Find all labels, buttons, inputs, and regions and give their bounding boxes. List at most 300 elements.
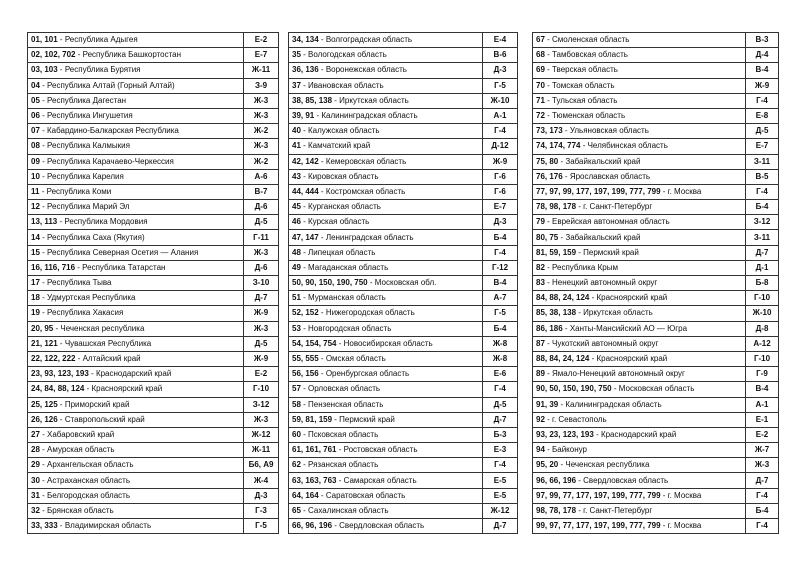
region-cell: 03, 103 - Республика Бурятия [28,63,244,78]
map-grid-code: В-4 [746,382,779,397]
region-cell: 83 - Ненецкий автономный округ [533,276,746,291]
region-cell: 17 - Республика Тыва [28,276,244,291]
region-cell: 52, 152 - Нижегородская область [289,306,483,321]
region-numbers: 91, 39 [536,399,559,409]
region-numbers: 89 [536,369,545,379]
region-numbers: 81, 59, 159 [536,247,577,257]
region-numbers: 67 [536,35,545,45]
table-row [289,351,518,366]
map-grid-code: З-12 [746,215,779,230]
region-numbers: 98, 78, 178 [536,505,577,515]
table-row [28,139,279,154]
region-cell: 40 - Калужская область [289,124,483,139]
region-name: Вологодская область [308,50,387,60]
table-row [28,488,279,503]
table-row [533,184,779,199]
region-numbers: 17 [31,278,40,288]
region-name: Чеченская республика [565,460,650,470]
map-grid-code: Е-1 [746,412,779,427]
region-name: Ямало-Ненецкий автономный округ [552,369,685,379]
region-cell: 80, 75 - Забайкальский край [533,230,746,245]
table-row [289,473,518,488]
region-numbers: 15 [31,247,40,257]
region-numbers: 36, 136 [292,65,319,75]
table-row [533,519,779,534]
table-row [28,351,279,366]
table-row [289,306,518,321]
map-grid-code: В-3 [746,33,779,48]
region-name: г. Москва [667,521,702,531]
region-name: Ставропольский край [64,414,145,424]
region-numbers: 26, 126 [31,414,58,424]
region-cell: 31 - Белгородская область [28,488,244,503]
region-cell: 01, 101 - Республика Адыгея [28,33,244,48]
region-name: Ханты-Мансийский АО — Югра [569,323,688,333]
region-numbers: 31 [31,490,40,500]
table-row [28,108,279,123]
region-numbers: 52, 152 [292,308,319,318]
table-row [289,321,518,336]
map-grid-code: Д-1 [746,260,779,275]
region-numbers: 29 [31,460,40,470]
region-name: Тамбовская область [552,50,628,60]
region-name: Байконур [552,445,587,455]
table-row [533,78,779,93]
table-row [28,382,279,397]
map-grid-code: Б-4 [483,321,518,336]
region-cell: 90, 50, 150, 190, 750 - Московская область [533,382,746,397]
region-cell: 54, 154, 754 - Новосибирская область [289,336,483,351]
region-numbers: 47, 147 [292,232,319,242]
region-cell: 75, 80 - Забайкальский край [533,154,746,169]
map-grid-code: Д-7 [244,291,279,306]
region-cell: 66, 96, 196 - Свердловская область [289,519,483,534]
map-grid-code: В-4 [483,276,518,291]
region-cell: 61, 161, 761 - Ростовская область [289,443,483,458]
region-numbers: 25, 125 [31,399,58,409]
region-name: Пермский край [583,247,639,257]
region-numbers: 35 [292,50,301,60]
region-name: Чеченская республика [60,323,145,333]
map-grid-code: З-12 [244,397,279,412]
region-numbers: 40 [292,126,301,136]
region-cell: 87 - Чукотский автономный округ [533,336,746,351]
region-name: Республика Калмыкия [47,141,130,151]
region-name: Московская обл. [374,278,437,288]
region-cell: 20, 95 - Чеченская республика [28,321,244,336]
region-numbers: 23, 93, 123, 193 [31,369,89,379]
region-name: Тверская область [552,65,618,75]
region-numbers: 20, 95 [31,323,54,333]
region-numbers: 66, 96, 196 [292,521,333,531]
map-grid-code: А-1 [746,397,779,412]
region-cell: 46 - Курская область [289,215,483,230]
region-cell: 97, 99, 77, 177, 197, 199, 777, 799 - г. Москва [533,488,746,503]
map-grid-code: Г-4 [746,488,779,503]
table-row [289,78,518,93]
region-cell: 82 - Республика Крым [533,260,746,275]
region-cell: 69 - Тверская область [533,63,746,78]
region-name: Республика Марий Эл [47,202,130,212]
region-numbers: 48 [292,247,301,257]
region-name: Республика Башкортостан [82,50,182,60]
region-name: Тульская область [552,95,618,105]
region-cell: 10 - Республика Карелия [28,169,244,184]
region-cell: 85, 38, 138 - Иркутская область [533,306,746,321]
region-numbers: 88, 84, 24, 124 [536,354,590,364]
region-name: Еврейская автономная область [552,217,670,227]
region-name: Пермский край [339,414,395,424]
map-grid-code: Г-5 [244,519,279,534]
map-grid-code: Г-11 [244,230,279,245]
region-cell: 37 - Ивановская область [289,78,483,93]
region-numbers: 04 [31,80,40,90]
region-name: Республика Карелия [47,171,124,181]
region-name: Свердловская область [583,475,669,485]
table-row [28,245,279,260]
region-numbers: 65 [292,505,301,515]
map-grid-code: Д-7 [483,519,518,534]
region-cell: 18 - Удмуртская Республика [28,291,244,306]
region-numbers: 62 [292,460,301,470]
map-grid-code: З-10 [244,276,279,291]
map-grid-code: Б-3 [483,427,518,442]
region-numbers: 92 [536,414,545,424]
map-grid-code: Ж-3 [244,93,279,108]
map-grid-code: В-7 [244,184,279,199]
table-row [289,427,518,442]
region-name: Курганская область [308,202,381,212]
table-row [533,291,779,306]
map-grid-code: Г-6 [483,184,518,199]
region-numbers: 30 [31,475,40,485]
region-name: Оренбургская область [325,369,410,379]
region-name: Республика Хакасия [47,308,124,318]
region-cell: 47, 147 - Ленинградская область [289,230,483,245]
table-row [289,488,518,503]
region-cell: 06 - Республика Ингушетия [28,108,244,123]
region-cell: 53 - Новгородская область [289,321,483,336]
region-numbers: 44, 444 [292,186,319,196]
region-cell: 32 - Брянская область [28,503,244,518]
map-grid-code: Ж-3 [244,245,279,260]
map-grid-code: Е-2 [244,367,279,382]
region-name: Республика Дагестан [47,95,127,105]
table-row [533,351,779,366]
table-row [289,458,518,473]
map-grid-code: Б-4 [746,503,779,518]
region-cell: 38, 85, 138 - Иркутская область [289,93,483,108]
region-cell: 08 - Республика Калмыкия [28,139,244,154]
region-name: Астраханская область [47,475,130,485]
table-row [533,63,779,78]
region-numbers: 37 [292,80,301,90]
region-numbers: 45 [292,202,301,212]
map-grid-code: А-6 [244,169,279,184]
map-grid-code: Г-4 [746,93,779,108]
table-row [28,291,279,306]
region-name: Республика Мордовия [64,217,148,227]
table-row [289,184,518,199]
region-cell: 65 - Сахалинская область [289,503,483,518]
table-row [289,291,518,306]
region-name: Новосибирская область [343,338,433,348]
region-name: Магаданская область [308,262,389,272]
region-name: Республика Саха (Якутия) [47,232,145,242]
map-grid-code: Д-7 [746,245,779,260]
region-name: Ленинградская область [325,232,414,242]
region-name: Иркутская область [583,308,653,318]
region-name: Чувашская Республика [64,338,152,348]
region-numbers: 61, 161, 761 [292,445,337,455]
map-grid-code: Ж-2 [244,154,279,169]
region-numbers: 71 [536,95,545,105]
region-cell: 42, 142 - Кемеровская область [289,154,483,169]
table-row [289,336,518,351]
region-name: Амурская область [47,445,115,455]
region-name: Нижегородская область [325,308,415,318]
map-grid-code: Д-3 [244,488,279,503]
region-cell: 78, 98, 178 - г. Санкт-Петербург [533,200,746,215]
region-cell: 79 - Еврейская автономная область [533,215,746,230]
table-row [533,473,779,488]
region-cell: 49 - Магаданская область [289,260,483,275]
region-name: Ульяновская область [569,126,649,136]
map-grid-code: А-7 [483,291,518,306]
region-cell: 99, 97, 77, 177, 197, 199, 777, 799 - г. Москва [533,519,746,534]
table-row [533,397,779,412]
region-numbers: 32 [31,505,40,515]
region-name: Республика Ингушетия [47,111,133,121]
table-row [533,200,779,215]
region-name: Краснодарский край [600,429,677,439]
region-cell: 48 - Липецкая область [289,245,483,260]
region-cell: 26, 126 - Ставропольский край [28,412,244,427]
region-numbers: 55, 555 [292,354,319,364]
map-grid-code: Д-12 [483,139,518,154]
map-grid-code: В-4 [746,63,779,78]
region-name: Свердловская область [339,521,425,531]
map-grid-code: Ж-9 [244,351,279,366]
region-cell: 57 - Орловская область [289,382,483,397]
region-name: Республика Алтай (Горный Алтай) [47,80,175,90]
region-numbers: 13, 113 [31,217,58,227]
region-cell: 74, 174, 774 - Челябинская область [533,139,746,154]
region-table-1 [27,32,279,534]
region-numbers: 77, 97, 99, 177, 197, 199, 777, 799 [536,186,661,196]
region-name: г. Москва [667,186,702,196]
map-grid-code: Ж-12 [244,427,279,442]
region-cell: 04 - Республика Алтай (Горный Алтай) [28,78,244,93]
region-numbers: 33, 333 [31,521,58,531]
table-row [533,321,779,336]
map-grid-code: Е-8 [746,108,779,123]
region-name: Волгоградская область [325,35,413,45]
map-grid-code: Ж-3 [244,412,279,427]
region-name: Орловская область [308,384,381,394]
map-grid-code: Д-6 [244,200,279,215]
region-cell: 24, 84, 88, 124 - Красноярский край [28,382,244,397]
map-grid-code: Д-7 [746,473,779,488]
region-name: Иркутская область [339,95,409,105]
table-row [289,169,518,184]
map-grid-code: Ж-3 [746,458,779,473]
region-name: Красноярский край [596,293,668,303]
map-grid-code: Е-6 [483,367,518,382]
region-cell: 41 - Камчатский край [289,139,483,154]
table-row [289,519,518,534]
map-grid-code: Г-4 [483,124,518,139]
table-row [533,382,779,397]
map-grid-code: Е-7 [746,139,779,154]
region-cell: 77, 97, 99, 177, 197, 199, 777, 799 - г. Москва [533,184,746,199]
region-numbers: 38, 85, 138 [292,95,333,105]
table-row [533,139,779,154]
region-cell: 27 - Хабаровский край [28,427,244,442]
region-numbers: 60 [292,429,301,439]
table-row [289,367,518,382]
table-row [28,458,279,473]
region-numbers: 34, 134 [292,35,319,45]
table-row [28,321,279,336]
region-cell: 21, 121 - Чувашская Республика [28,336,244,351]
region-numbers: 97, 99, 77, 177, 197, 199, 777, 799 [536,490,661,500]
table-row [289,260,518,275]
map-grid-code: Ж-10 [483,93,518,108]
map-grid-code: Ж-12 [483,503,518,518]
table-row [289,200,518,215]
table-row [533,367,779,382]
region-name: Липецкая область [308,247,376,257]
region-cell: 73, 173 - Ульяновская область [533,124,746,139]
region-cell: 25, 125 - Приморский край [28,397,244,412]
table-row [28,260,279,275]
region-name: Республика Северная Осетия — Алания [47,247,199,257]
region-numbers: 69 [536,65,545,75]
region-numbers: 76, 176 [536,171,563,181]
region-numbers: 07 [31,126,40,136]
region-cell: 70 - Томская область [533,78,746,93]
region-numbers: 87 [536,338,545,348]
region-cell: 12 - Республика Марий Эл [28,200,244,215]
region-cell: 13, 113 - Республика Мордовия [28,215,244,230]
table-row [28,200,279,215]
table-row [533,154,779,169]
region-name: Краснодарский край [95,369,172,379]
region-name: Мурманская область [308,293,386,303]
table-row [28,503,279,518]
region-name: Костромская область [325,186,406,196]
region-numbers: 19 [31,308,40,318]
table-row [289,503,518,518]
region-numbers: 01, 101 [31,35,58,45]
region-name: Томская область [552,80,615,90]
region-name: Саратовская область [325,490,406,500]
table-row [28,473,279,488]
map-grid-code: Ж-7 [746,443,779,458]
region-numbers: 78, 98, 178 [536,202,577,212]
region-numbers: 79 [536,217,545,227]
region-numbers: 80, 75 [536,232,559,242]
table-row [289,108,518,123]
map-grid-code: Ж-10 [746,306,779,321]
table-row [289,412,518,427]
region-cell: 63, 163, 763 - Самарская область [289,473,483,488]
region-numbers: 99, 97, 77, 177, 197, 199, 777, 799 [536,521,661,531]
region-name: г. Санкт-Петербург [583,505,653,515]
region-numbers: 83 [536,278,545,288]
table-row [533,108,779,123]
table-row [533,276,779,291]
region-cell: 94 - Байконур [533,443,746,458]
region-cell: 39, 91 - Калининградская область [289,108,483,123]
region-table-3 [532,32,779,534]
region-name: Республика Бурятия [64,65,141,75]
map-grid-code: А-12 [746,336,779,351]
region-name: Забайкальский край [565,156,641,166]
region-name: Челябинская область [587,141,668,151]
map-grid-code: Е-7 [483,200,518,215]
table-row [533,33,779,48]
region-table-2 [288,32,518,534]
region-numbers: 09 [31,156,40,166]
table-row [533,443,779,458]
map-grid-code: Е-5 [483,488,518,503]
region-cell: 96, 66, 196 - Свердловская область [533,473,746,488]
region-numbers: 58 [292,399,301,409]
table-row [28,367,279,382]
map-grid-code: Д-5 [244,215,279,230]
region-name: Ивановская область [308,80,384,90]
map-grid-code: Д-4 [746,48,779,63]
region-cell: 72 - Тюменская область [533,108,746,123]
map-grid-code: Д-5 [746,124,779,139]
map-grid-code: Ж-9 [746,78,779,93]
region-name: Архангельская область [47,460,134,470]
region-cell: 34, 134 - Волгоградская область [289,33,483,48]
table-row [289,215,518,230]
table-row [28,412,279,427]
region-name: Московская область [618,384,695,394]
map-grid-code: Г-10 [244,382,279,397]
table-row [289,443,518,458]
region-cell: 07 - Кабардино-Балкарская Республика [28,124,244,139]
map-grid-code: Д-8 [746,321,779,336]
region-numbers: 49 [292,262,301,272]
region-numbers: 28 [31,445,40,455]
region-name: Ненецкий автономный округ [552,278,658,288]
map-grid-code: Е-4 [483,33,518,48]
region-numbers: 46 [292,217,301,227]
map-grid-code: Г-4 [746,184,779,199]
region-name: г. Санкт-Петербург [583,202,653,212]
map-grid-code: А-1 [483,108,518,123]
map-grid-code: Ж-3 [244,139,279,154]
region-numbers: 24, 84, 88, 124 [31,384,85,394]
region-name: Курская область [308,217,370,227]
region-name: Псковская область [308,429,379,439]
region-numbers: 16, 116, 716 [31,262,76,272]
table-row [28,63,279,78]
table-row [533,169,779,184]
table-row [289,33,518,48]
map-grid-code: Е-3 [483,443,518,458]
table-row [28,215,279,230]
region-cell: 67 - Смоленская область [533,33,746,48]
region-numbers: 56, 156 [292,369,319,379]
table-row [28,184,279,199]
table-row [289,382,518,397]
